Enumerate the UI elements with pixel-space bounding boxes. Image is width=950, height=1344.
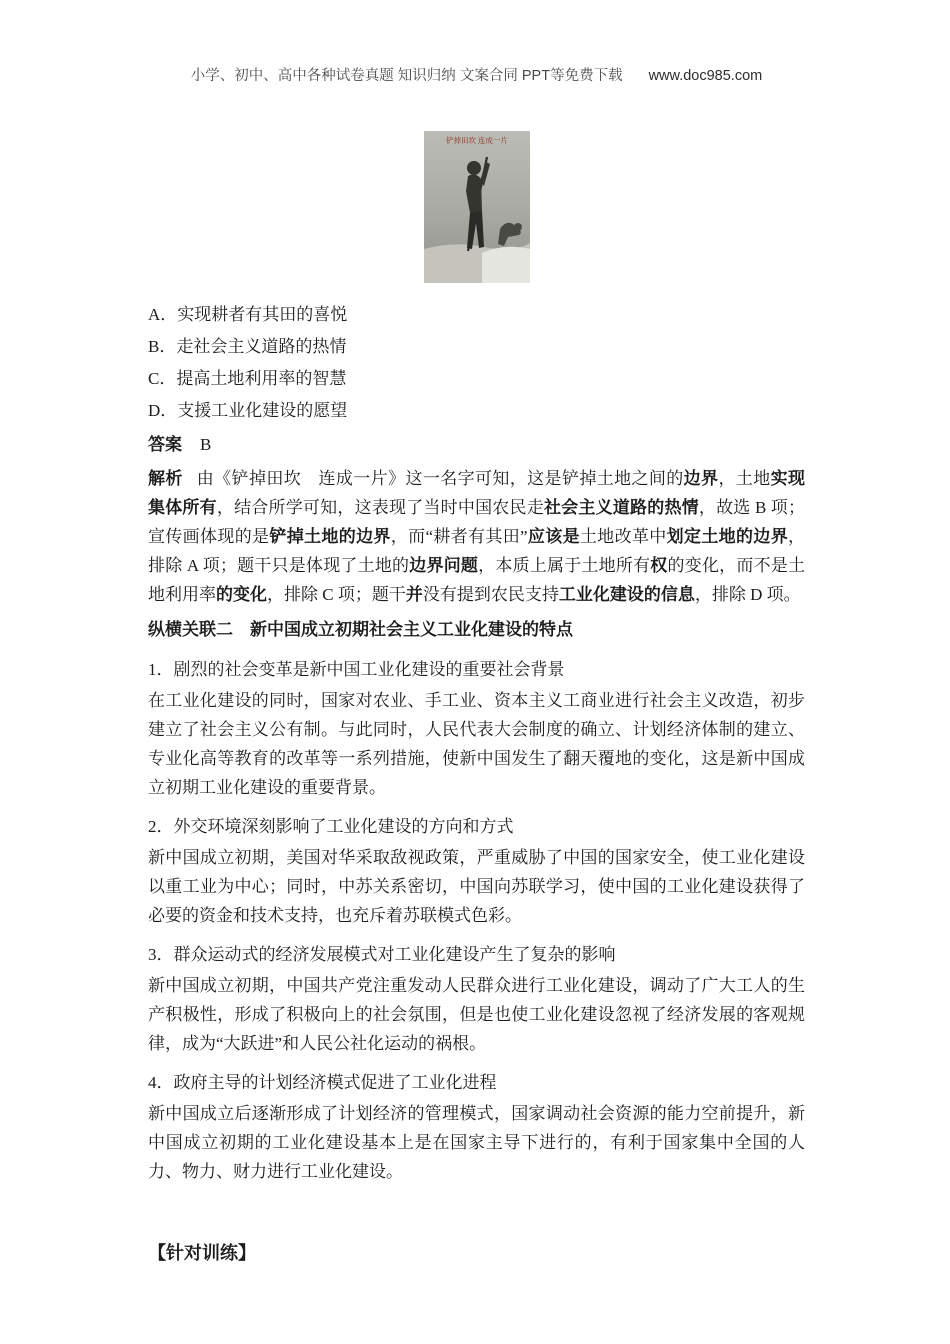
option-c: C．提高土地利用率的智慧 bbox=[148, 369, 347, 388]
poster-image bbox=[424, 131, 530, 283]
analysis-segment: ，本质上属于土地所有 bbox=[478, 556, 651, 575]
answer-label: 答案 bbox=[148, 435, 182, 454]
analysis-segment: 工业化建设的信息 bbox=[558, 585, 695, 604]
analysis-segment: ，故选 B 项；宣传画体现的是 bbox=[148, 498, 806, 546]
point-body: 在工业化建设的同时，国家对农业、手工业、资本主义工商业进行社会主义改造，初步建立了社会主义公有制。与此同时，人民代表大会制度的确立、计划经济体制的建立、专业化高等教育的改革等一系列措施，使新中国发生了翻天覆地的变化，这是新中国成立初期工业化建设的重要背景。 bbox=[148, 691, 805, 797]
analysis-segment: 的变化，而不是土地利用率 bbox=[148, 556, 806, 604]
analysis-segment: 由《铲掉田坎 连成一片》这一名字可知，这是铲掉土地之间的 bbox=[196, 469, 684, 488]
analysis-segment: 社会主义道路的热情 bbox=[543, 498, 699, 517]
analysis-segment: ，而“耕者有其田” bbox=[390, 527, 528, 546]
point-heading: 3．群众运动式的经济发展模式对工业化建设产生了复杂的影响 bbox=[148, 945, 616, 964]
poster-farmer-head bbox=[467, 161, 481, 175]
point-body: 新中国成立后逐渐形成了计划经济的管理模式，国家调动社会资源的能力空前提升，新中国成立初期的工业化建设基本上是在国家主导下进行的，有利于国家集中全国的人力、物力、财力进行工业化建设。 bbox=[148, 1104, 805, 1181]
analysis-text bbox=[148, 469, 805, 604]
poster-ground-light bbox=[482, 247, 530, 283]
propaganda-poster bbox=[424, 131, 530, 283]
analysis-segment: ，土地 bbox=[718, 469, 771, 488]
analysis-segment: ，结合所学可知，这表现了当时中国农民走 bbox=[216, 498, 544, 517]
answer-line bbox=[148, 429, 805, 461]
point-heading: 1．剧烈的社会变革是新中国工业化建设的重要社会背景 bbox=[148, 660, 565, 679]
option-d: D．支援工业化建设的愿望 bbox=[148, 401, 348, 420]
analysis-segment: 没有提到农民支持 bbox=[422, 585, 559, 604]
analysis-segment: 实现集体所有 bbox=[148, 469, 806, 517]
option-a: A．实现耕者有其田的喜悦 bbox=[148, 305, 348, 324]
analysis-segment: 铲掉土地的边界 bbox=[269, 527, 391, 546]
analysis-segment: 的变化 bbox=[216, 585, 267, 604]
analysis-segment: 边界 bbox=[683, 469, 719, 488]
point-body: 新中国成立初期，中国共产党注重发动人民群众进行工业化建设，调动了广大工人的生产积极性，形成了积极向上的社会氛围，但是也使工业化建设忽视了经济发展的客观规律，成为“大跃进”和人民公社化运动的祸根。 bbox=[148, 976, 805, 1053]
point-heading: 2．外交环境深刻影响了工业化建设的方向和方式 bbox=[148, 817, 514, 836]
analysis-segment: 应该是 bbox=[527, 527, 580, 546]
answer-value: B bbox=[200, 435, 212, 454]
analysis-segment: 权 bbox=[650, 556, 668, 575]
analysis-segment: 边界问题 bbox=[409, 556, 479, 575]
analysis-segment: 土地改革中 bbox=[579, 527, 667, 546]
analysis-segment: ，排除 C 项；题干 bbox=[267, 585, 406, 604]
point-body: 新中国成立初期，美国对华采取敌视政策，严重威胁了中国的国家安全，使工业化建设以重工业为中心；同时，中苏关系密切，中国向苏联学习，使中国的工业化建设获得了必要的资金和技术支持，也充斥着苏联模式色彩。 bbox=[148, 848, 805, 925]
site-header bbox=[148, 64, 805, 85]
point-block-3 bbox=[148, 940, 805, 1058]
point-block-1 bbox=[148, 655, 805, 802]
point-heading: 4．政府主导的计划经济模式促进了工业化进程 bbox=[148, 1073, 497, 1092]
analysis-segment: 划定土地的边界 bbox=[666, 527, 789, 546]
option-list bbox=[148, 299, 805, 427]
section-title: 纵横关联二 新中国成立初期社会主义工业化建设的特点 bbox=[148, 620, 573, 639]
poster-title: 铲掉田坎 连成一片 bbox=[445, 136, 508, 145]
analysis-label: 解析 bbox=[148, 469, 183, 488]
header-url-link[interactable]: www.doc985.com bbox=[648, 68, 763, 84]
analysis-segment: 并 bbox=[405, 585, 423, 604]
header-text: 小学、初中、高中各种试卷真题 知识归纳 文案合同 PPT等免费下载 bbox=[190, 68, 623, 84]
option-b: B．走社会主义道路的热情 bbox=[148, 337, 347, 356]
point-block-2 bbox=[148, 812, 805, 930]
practice-training-header: 【针对训练】 bbox=[148, 1243, 256, 1263]
analysis-segment: ，排除 D 项。 bbox=[694, 585, 801, 604]
poster-second-figure-head bbox=[514, 223, 522, 231]
analysis-segment: ，排除 A 项；题干只是体现了土地的 bbox=[148, 527, 806, 575]
point-block-4 bbox=[148, 1068, 805, 1186]
analysis-paragraph bbox=[148, 464, 805, 609]
